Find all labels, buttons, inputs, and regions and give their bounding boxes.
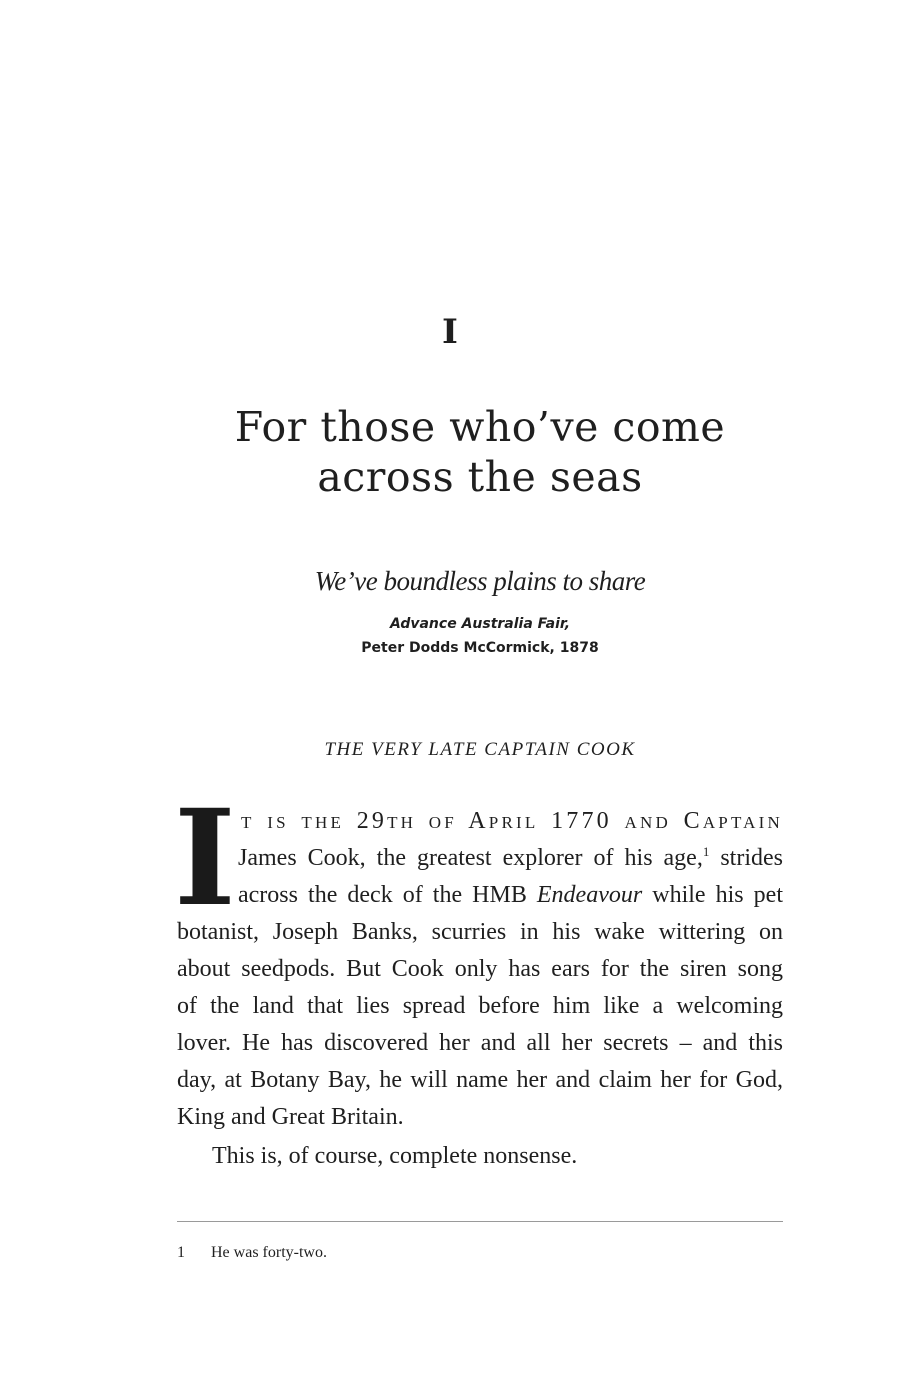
body-line-1: t is the 29th of April 1770 and Captain	[241, 808, 783, 834]
body-line-4: botanist, Joseph Banks, scurries in his wake wittering on	[177, 919, 783, 945]
paragraph-2: This is, of course, complete nonsense.	[212, 1143, 578, 1169]
body-line-2-text: James Cook, the greatest explorer of his age,	[238, 845, 703, 871]
body-line-6: of the land that lies spread before him like a welcoming	[177, 993, 783, 1019]
footnote-text: He was forty-two.	[211, 1244, 327, 1261]
section-heading: THE VERY LATE CAPTAIN COOK	[324, 739, 636, 760]
body-line-3-end: while his pet	[642, 882, 783, 908]
body-line-9: King and Great Britain.	[177, 1104, 404, 1130]
chapter-number: I	[442, 312, 458, 352]
body-line-5: about seedpods. But Cook only has ears for the siren song	[177, 956, 783, 982]
body-line-3-text: across the deck of the HMB	[238, 882, 537, 908]
body-line-2	[238, 843, 783, 873]
chapter-title-line-2: across the seas	[317, 453, 643, 501]
body-line-3	[238, 880, 783, 910]
drop-cap: I	[174, 781, 236, 936]
chapter-title	[150, 402, 810, 502]
ship-name: Endeavour	[536, 882, 643, 908]
footnote-reference[interactable]: 1	[702, 844, 710, 859]
body-line-8: day, at Botany Bay, he will name her and claim her for God,	[177, 1067, 783, 1093]
body-line-7: lover. He has discovered her and all her secrets – and this	[177, 1030, 783, 1056]
body-line-2-end: strides	[709, 845, 783, 871]
footnote	[177, 1242, 327, 1264]
epigraph-source-title: Advance Australia Fair,	[389, 616, 571, 632]
epigraph-source	[150, 612, 810, 660]
footnote-number: 1	[177, 1244, 185, 1261]
chapter-title-line-1: For those who’ve come	[234, 403, 726, 451]
footnote-divider	[177, 1221, 783, 1222]
epigraph-source-author: Peter Dodds McCormick, 1878	[361, 640, 599, 656]
epigraph-quote: We’ve boundless plains to share	[314, 566, 646, 596]
